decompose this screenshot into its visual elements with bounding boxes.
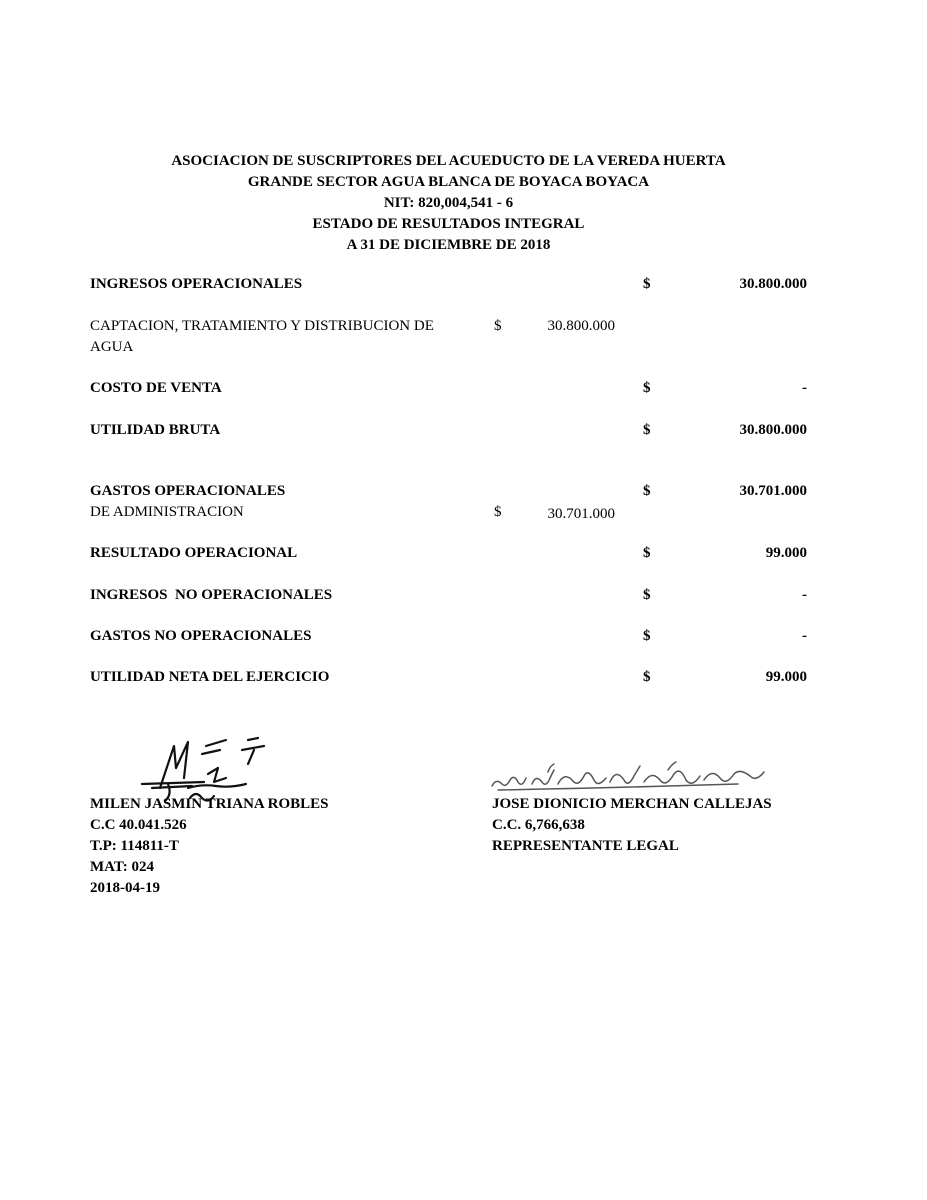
- row-label: INGRESOS OPERACIONALES: [90, 276, 303, 292]
- currency-symbol: $: [643, 422, 651, 438]
- currency-symbol: $: [643, 669, 651, 685]
- row-label: UTILIDAD NETA DEL EJERCICIO: [90, 669, 330, 685]
- statement-title: ESTADO DE RESULTADOS INTEGRAL: [312, 216, 585, 232]
- left-signatory-block: [90, 794, 329, 899]
- row-captacion: [90, 316, 810, 358]
- organization-name-line-1: ASOCIACION DE SUSCRIPTORES DEL ACUEDUCTO DE LA VEREDA HUERTA: [171, 153, 726, 169]
- row-label: GASTOS NO OPERACIONALES: [90, 628, 312, 644]
- total-amount: -: [802, 380, 807, 396]
- right-signatory-block: [492, 794, 772, 857]
- total-amount: -: [802, 628, 807, 644]
- detail-amount: 30.800.000: [547, 318, 615, 334]
- left-signatory-date: 2018-04-19: [90, 880, 160, 896]
- row-label: DE ADMINISTRACION: [90, 504, 244, 520]
- row-utilidad-neta: [90, 667, 810, 688]
- document-header: [0, 151, 897, 256]
- row-utilidad-bruta: [90, 420, 810, 441]
- currency-symbol: $: [494, 504, 502, 520]
- total-amount: 30.800.000: [739, 422, 807, 438]
- left-signatory-id: C.C 40.041.526: [90, 817, 187, 833]
- right-signatory-role: REPRESENTANTE LEGAL: [492, 838, 679, 854]
- statement-date: A 31 DE DICIEMBRE DE 2018: [346, 237, 551, 253]
- row-gastos-operacionales: [90, 481, 810, 502]
- row-ingresos-no-operacionales: [90, 585, 810, 606]
- currency-symbol: $: [643, 545, 651, 561]
- right-signatory-name: JOSE DIONICIO MERCHAN CALLEJAS: [492, 796, 772, 812]
- row-administracion: [90, 502, 810, 523]
- row-label: COSTO DE VENTA: [90, 380, 222, 396]
- left-signatory-name: MILEN JASMIN TRIANA ROBLES: [90, 796, 329, 812]
- left-signatory-tp: T.P: 114811-T: [90, 838, 179, 854]
- row-label: UTILIDAD BRUTA: [90, 422, 221, 438]
- total-amount: -: [802, 587, 807, 603]
- nit-line: NIT: 820,004,541 - 6: [383, 195, 514, 211]
- detail-amount: 30.701.000: [547, 506, 615, 522]
- organization-name-line-2: GRANDE SECTOR AGUA BLANCA DE BOYACA BOYACA: [247, 174, 650, 190]
- row-label: RESULTADO OPERACIONAL: [90, 545, 298, 561]
- row-label: GASTOS OPERACIONALES: [90, 483, 286, 499]
- currency-symbol: $: [643, 587, 651, 603]
- row-costo-venta: [90, 378, 810, 399]
- currency-symbol: $: [494, 318, 502, 334]
- currency-symbol: $: [643, 380, 651, 396]
- total-amount: 99.000: [765, 669, 807, 685]
- right-signatory-id: C.C. 6,766,638: [492, 817, 585, 833]
- row-label: INGRESOS NO OPERACIONALES: [90, 587, 333, 603]
- total-amount: 30.800.000: [739, 276, 807, 292]
- total-amount: 30.701.000: [739, 483, 807, 499]
- row-label: CAPTACION, TRATAMIENTO Y DISTRIBUCION DE AGUA: [90, 318, 434, 355]
- total-amount: 99.000: [765, 545, 807, 561]
- row-ingresos-operacionales: [90, 274, 810, 295]
- row-gastos-no-operacionales: [90, 626, 810, 647]
- left-signatory-mat: MAT: 024: [90, 859, 155, 875]
- currency-symbol: $: [643, 483, 651, 499]
- right-signature-image: [488, 758, 768, 796]
- row-resultado-operacional: [90, 543, 810, 564]
- currency-symbol: $: [643, 628, 651, 644]
- currency-symbol: $: [643, 276, 651, 292]
